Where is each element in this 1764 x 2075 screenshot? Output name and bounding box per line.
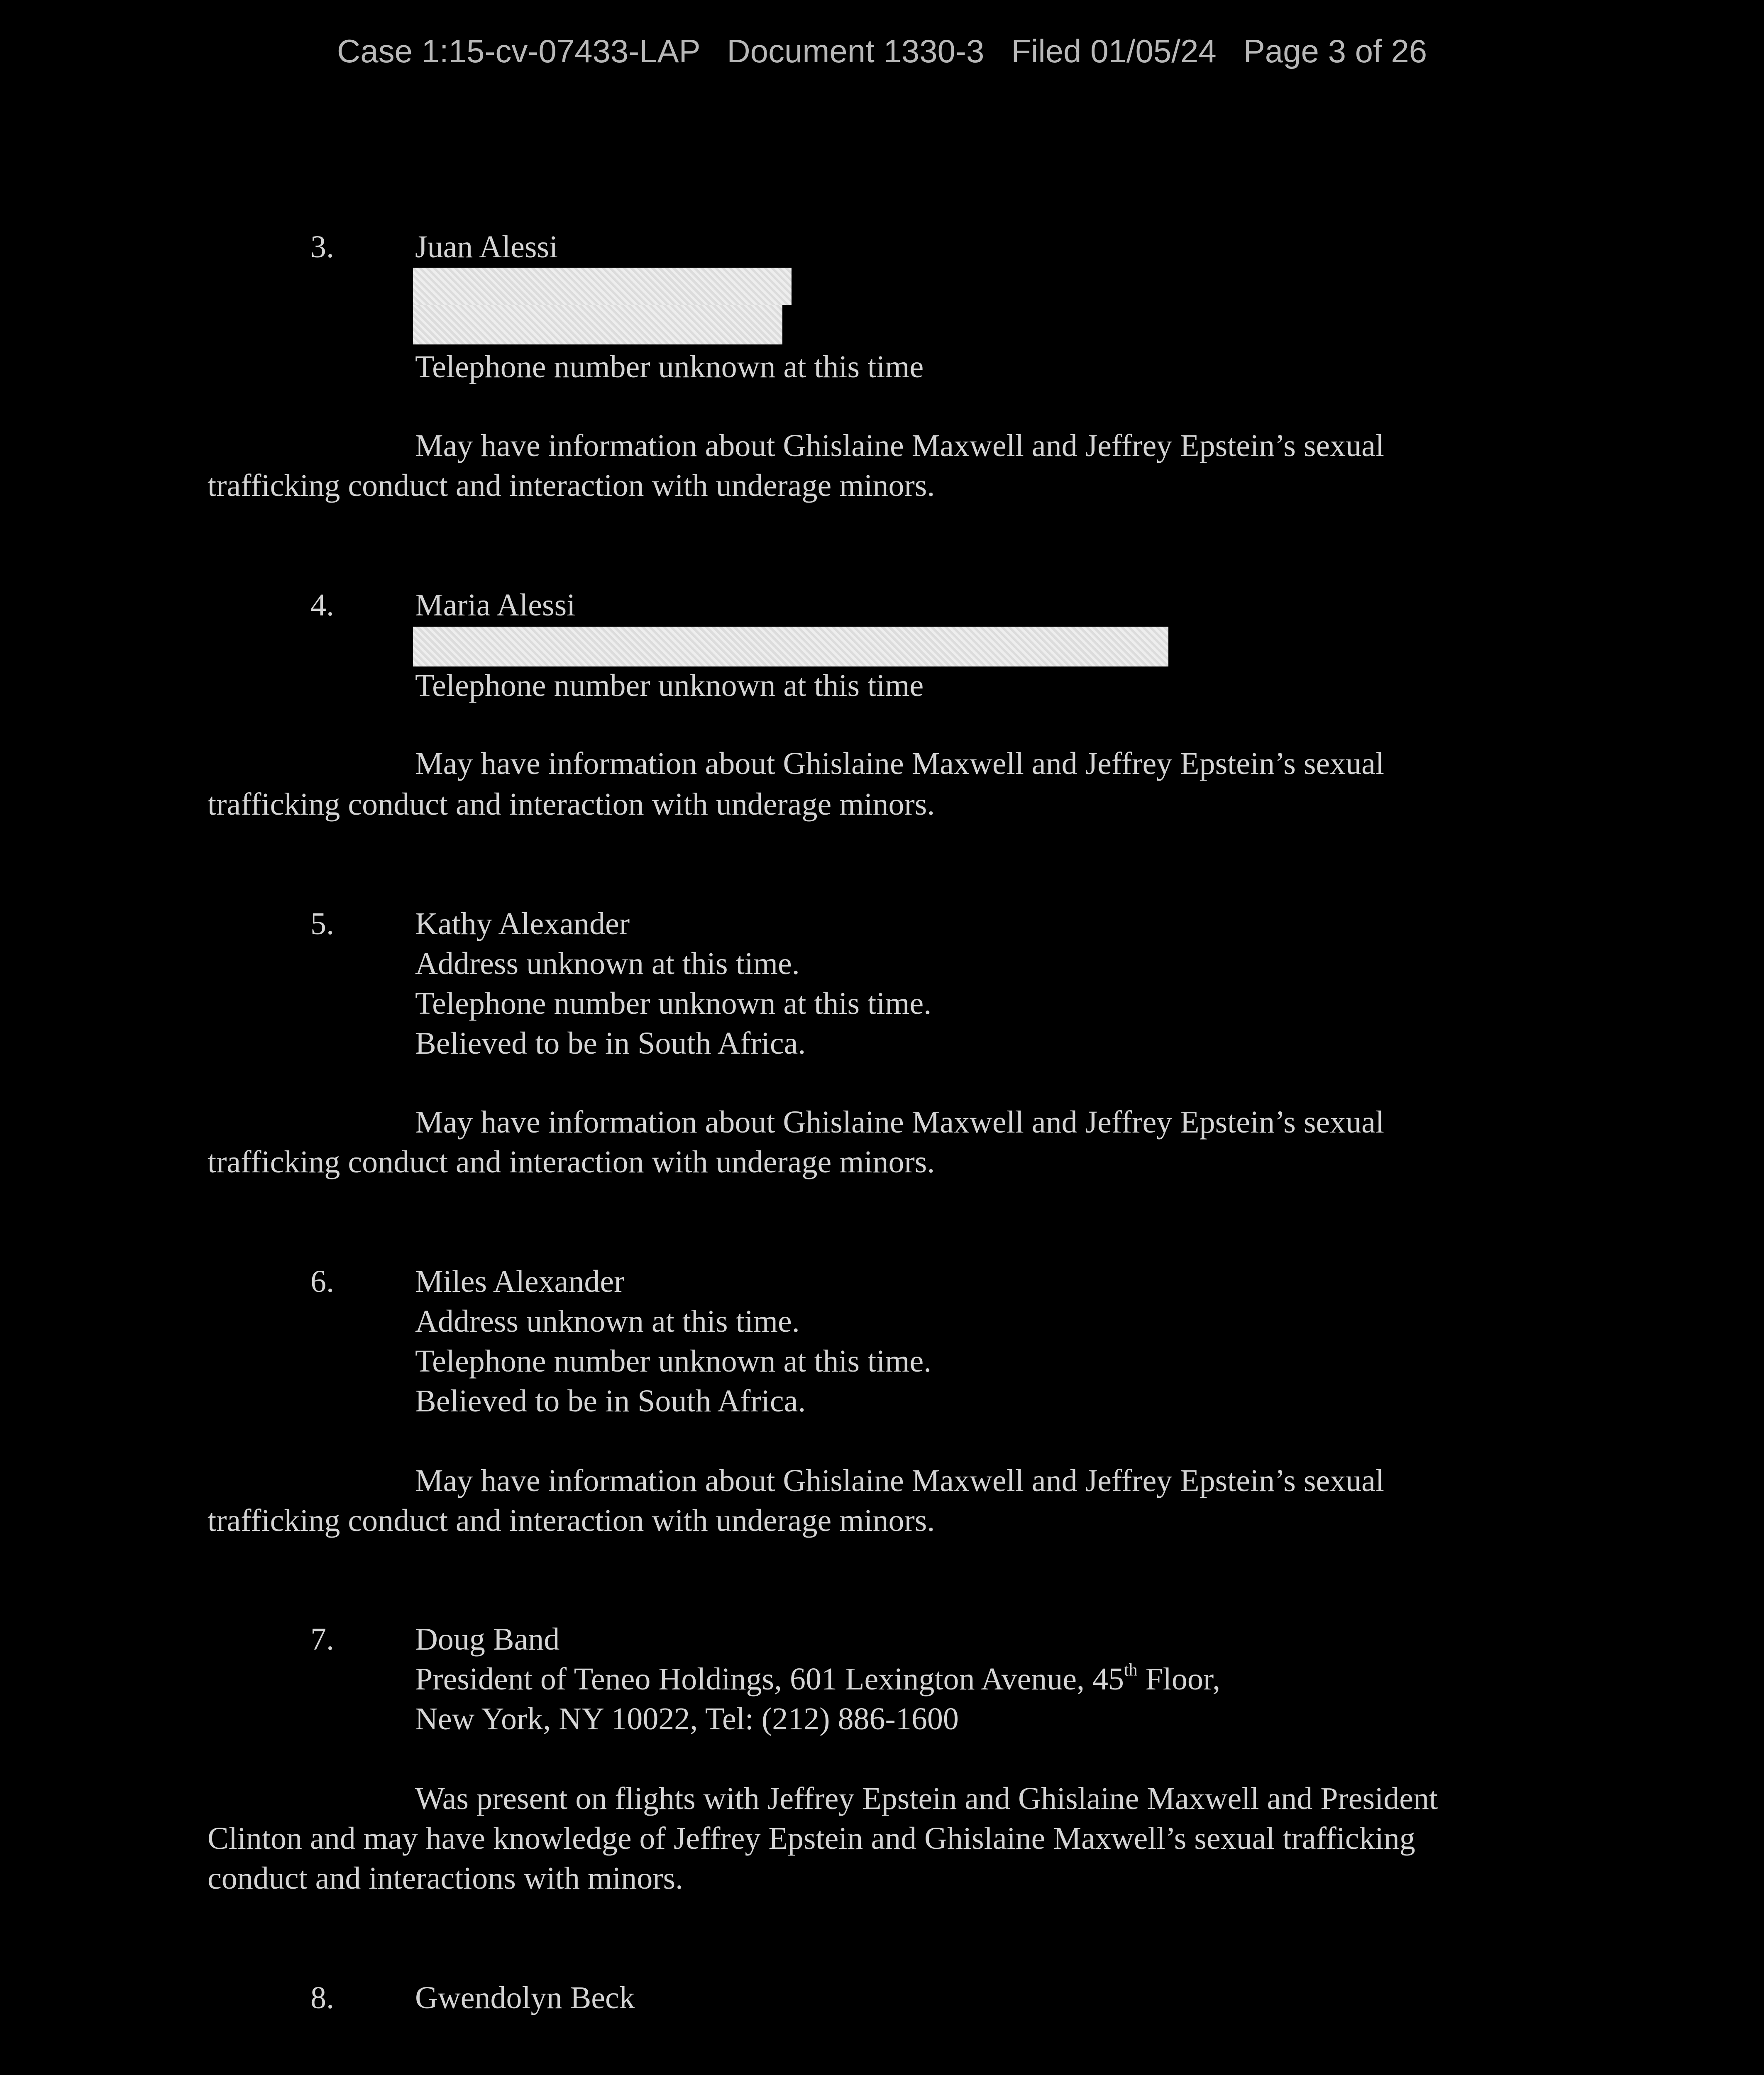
entry-description-line: May have information about Ghislaine Maxwell and Jeffrey Epstein’s sexual [415, 428, 1384, 463]
redaction-block [413, 627, 1168, 666]
page-indicator: Page 3 of 26 [1243, 33, 1427, 69]
redaction-block [413, 305, 782, 344]
entry-address-line [415, 1660, 1221, 1697]
entry-detail-line: Telephone number unknown at this time [415, 349, 924, 384]
entry-description-line: Clinton and may have knowledge of Jeffrey Epstein and Ghislaine Maxwell’s sexual trafficking [208, 1821, 1415, 1856]
entry-name: Juan Alessi [415, 229, 558, 264]
entry-number: 4. [310, 588, 334, 622]
entry-detail-line: Believed to be in South Africa. [415, 1384, 806, 1418]
entry-address-line: New York, NY 10022, Tel: (212) 886-1600 [415, 1702, 959, 1736]
entry-description-line: May have information about Ghislaine Maxwell and Jeffrey Epstein’s sexual [415, 1105, 1384, 1140]
entry-name: Maria Alessi [415, 588, 576, 622]
ordinal-suffix: th [1124, 1660, 1138, 1680]
entry-description-line: trafficking conduct and interaction with underage minors. [208, 787, 935, 822]
filed-date: Filed 01/05/24 [1011, 33, 1217, 69]
entry-description-line: trafficking conduct and interaction with underage minors. [208, 1503, 935, 1538]
entry-detail-line: Telephone number unknown at this time [415, 668, 924, 703]
entry-description-line: Was present on flights with Jeffrey Epstein and Ghislaine Maxwell and President [415, 1781, 1438, 1816]
address-part: President of Teneo Holdings, 601 Lexington Avenue, 45 [415, 1662, 1124, 1697]
entry-detail-line: Telephone number unknown at this time. [415, 1344, 932, 1379]
address-part: Floor, [1137, 1662, 1221, 1697]
entry-detail-line: Address unknown at this time. [415, 946, 800, 981]
entry-description-line: trafficking conduct and interaction with underage minors. [208, 1145, 935, 1179]
entry-description-line: trafficking conduct and interaction with underage minors. [208, 468, 935, 503]
entry-name: Doug Band [415, 1622, 560, 1657]
entry-detail-line: Believed to be in South Africa. [415, 1026, 806, 1061]
entry-detail-line: Telephone number unknown at this time. [415, 986, 932, 1021]
entry-description-line: May have information about Ghislaine Maxwell and Jeffrey Epstein’s sexual [415, 1463, 1384, 1498]
entry-number: 6. [310, 1264, 334, 1299]
entry-name: Kathy Alexander [415, 906, 630, 941]
case-number: Case 1:15-cv-07433-LAP [337, 33, 700, 69]
entry-description-line: conduct and interactions with minors. [208, 1861, 684, 1896]
entry-name: Gwendolyn Beck [415, 1980, 635, 2015]
entry-number: 8. [310, 1980, 334, 2015]
entry-number: 5. [310, 906, 334, 941]
document-number: Document 1330-3 [727, 33, 985, 69]
entry-number: 7. [310, 1622, 334, 1657]
redaction-block [413, 268, 792, 305]
case-header [0, 32, 1764, 70]
entry-name: Miles Alexander [415, 1264, 625, 1299]
entry-description-line: May have information about Ghislaine Maxwell and Jeffrey Epstein’s sexual [415, 746, 1384, 781]
entry-number: 3. [310, 229, 334, 264]
entry-detail-line: Address unknown at this time. [415, 1304, 800, 1339]
